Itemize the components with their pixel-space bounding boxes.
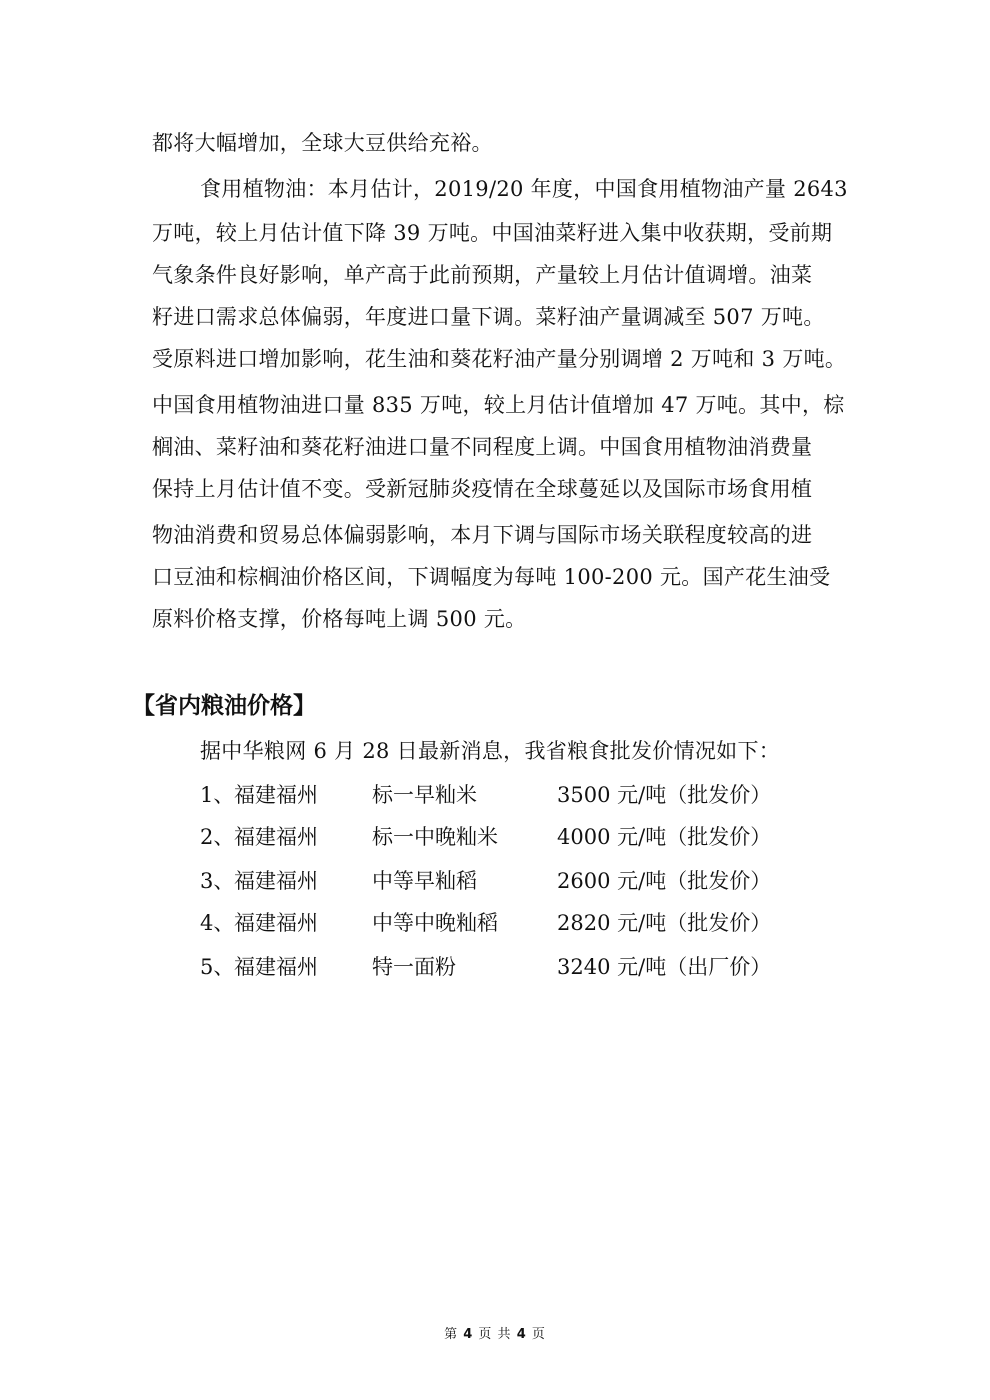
price-item: 特一面粉 — [372, 955, 456, 979]
paragraph-line: 受原料进口增加影响，花生油和葵花籽油产量分别调增 2 万吨和 3 万吨。 — [152, 347, 847, 371]
price-value: 3240 元/吨（出厂价） — [557, 955, 772, 979]
price-number: 1、 — [200, 783, 235, 807]
paragraph-line: 气象条件良好影响，单产高于此前预期，产量较上月估计值调增。油菜 — [152, 263, 813, 287]
price-item: 标一早籼米 — [372, 783, 477, 807]
price-value: 4000 元/吨（批发价） — [557, 825, 772, 849]
price-value: 2600 元/吨（批发价） — [557, 869, 772, 893]
footer-prefix: 第 — [444, 1327, 459, 1342]
price-number: 2、 — [200, 825, 235, 849]
paragraph-line: 口豆油和棕榈油价格区间，下调幅度为每吨 100-200 元。国产花生油受 — [152, 565, 831, 589]
price-value: 2820 元/吨（批发价） — [557, 911, 772, 935]
price-location: 福建福州 — [234, 911, 318, 935]
price-number: 3、 — [200, 869, 235, 893]
footer-total-pages: 4 — [516, 1327, 527, 1342]
price-location: 福建福州 — [234, 869, 318, 893]
price-number: 4、 — [200, 911, 235, 935]
price-location: 福建福州 — [234, 955, 318, 979]
price-item: 中等早籼稻 — [372, 869, 477, 893]
footer-current-page: 4 — [463, 1327, 474, 1342]
footer-middle: 页 共 — [478, 1327, 512, 1342]
intro-line: 据中华粮网 6 月 28 日最新消息，我省粮食批发价情况如下： — [200, 739, 781, 763]
section-heading: 【省内粮油价格】 — [132, 693, 316, 719]
paragraph-line: 原料价格支撑，价格每吨上调 500 元。 — [152, 607, 527, 631]
price-location: 福建福州 — [234, 825, 318, 849]
page-footer — [0, 1326, 990, 1344]
price-item: 标一中晚籼米 — [372, 825, 498, 849]
paragraph-line: 万吨，较上月估计值下降 39 万吨。中国油菜籽进入集中收获期，受前期 — [152, 221, 833, 245]
price-value: 3500 元/吨（批发价） — [557, 783, 772, 807]
paragraph-line: 保持上月估计值不变。受新冠肺炎疫情在全球蔓延以及国际市场食用植 — [152, 477, 813, 501]
paragraph-line: 中国食用植物油进口量 835 万吨，较上月估计值增加 47 万吨。其中，棕 — [152, 393, 845, 417]
paragraph-line: 榈油、菜籽油和葵花籽油进口量不同程度上调。中国食用植物油消费量 — [152, 435, 813, 459]
paragraph-line: 食用植物油：本月估计，2019/20 年度，中国食用植物油产量 2643 — [200, 177, 848, 201]
paragraph-line: 籽进口需求总体偏弱，年度进口量下调。菜籽油产量调减至 507 万吨。 — [152, 305, 825, 329]
price-location: 福建福州 — [234, 783, 318, 807]
paragraph-line: 都将大幅增加，全球大豆供给充裕。 — [152, 131, 493, 155]
footer-suffix: 页 — [531, 1327, 546, 1342]
price-number: 5、 — [200, 955, 235, 979]
price-item: 中等中晚籼稻 — [372, 911, 498, 935]
paragraph-line: 物油消费和贸易总体偏弱影响，本月下调与国际市场关联程度较高的进 — [152, 523, 813, 547]
